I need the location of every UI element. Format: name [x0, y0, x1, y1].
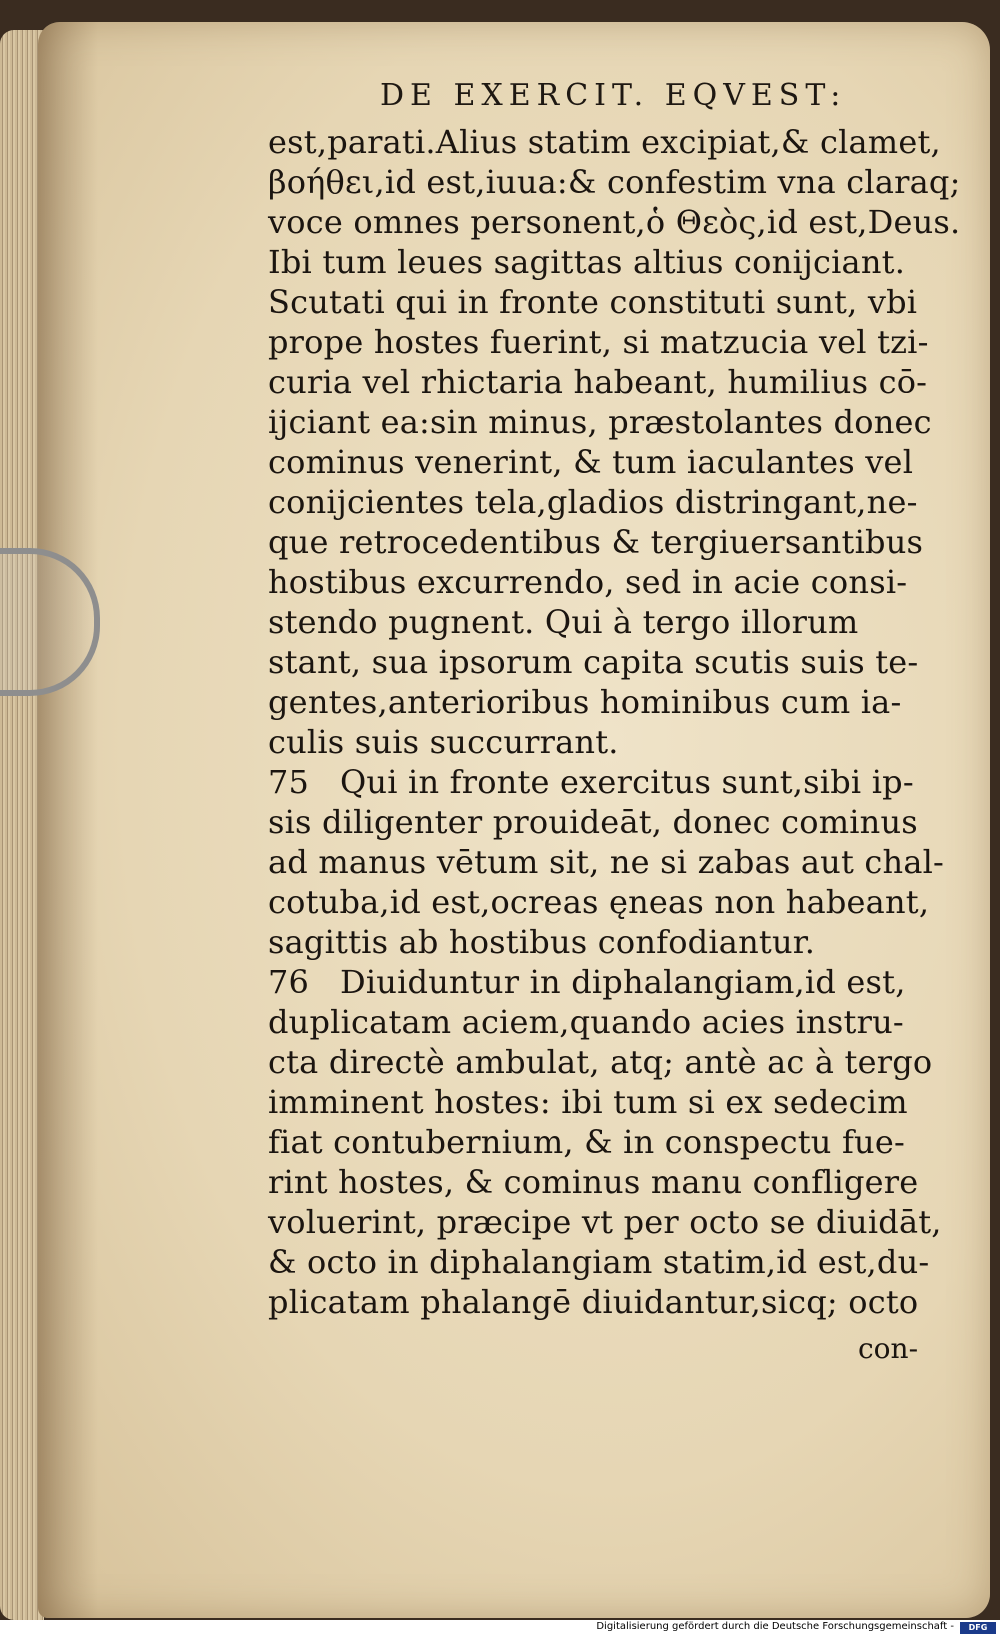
text-line [268, 1122, 948, 1162]
text-line [268, 322, 948, 362]
line-text: ad manus vētum sit, ne si zabas aut chal- [268, 843, 945, 881]
line-text: voce omnes personent,ὁ Θεὸς,id est,Deus. [268, 203, 961, 241]
line-text: que retrocedentibus & tergiuersantibus [268, 523, 924, 561]
line-text: Scutati qui in fronte constituti sunt, vbi [268, 283, 918, 321]
dfg-logo: DFG [960, 1622, 996, 1634]
gutter-shadow [38, 22, 98, 1618]
line-text: sagittis ab hostibus confodiantur. [268, 923, 816, 961]
text-line [268, 922, 948, 962]
line-text: cta directè ambulat, atq; antè ac à tergo [268, 1043, 933, 1081]
text-line [268, 1242, 948, 1282]
line-text: curia vel rhictaria habeant, humilius cō- [268, 363, 928, 401]
text-line [268, 1042, 948, 1082]
line-text: cominus venerint, & tum iaculantes vel [268, 443, 914, 481]
text-line [268, 882, 948, 922]
text-line [268, 722, 948, 762]
text-line [268, 402, 948, 442]
text-line [268, 162, 961, 202]
line-text: hostibus excurrendo, sed in acie consi- [268, 563, 908, 601]
line-text: Diuiduntur in diphalangiam,id est, [340, 963, 906, 1001]
line-text: gentes,anterioribus hominibus cum ia- [268, 683, 902, 721]
text-line [268, 762, 948, 802]
section-number: 75 [268, 763, 310, 801]
text-line [268, 802, 948, 842]
running-head: DE EXERCIT. EQVEST: [380, 78, 847, 113]
text-block [268, 122, 961, 1322]
line-text: & octo in diphalangiam statim,id est,du- [268, 1243, 930, 1281]
text-line [268, 842, 948, 882]
line-text: Qui in fronte exercitus sunt,sibi ip- [340, 763, 914, 801]
line-text: fiat contubernium, & in conspectu fue- [268, 1123, 905, 1161]
catchword: con- [858, 1332, 919, 1365]
text-line [268, 1002, 948, 1042]
text-line [268, 522, 948, 562]
text-line [268, 602, 948, 642]
line-text: ijciant ea:sin minus, præstolantes donec [268, 403, 932, 441]
line-text: est,parati.Alius statim excipiat,& clamet, [268, 123, 941, 161]
section-number: 76 [268, 963, 310, 1001]
text-line [268, 442, 948, 482]
line-text: imminent hostes: ibi tum si ex sedecim [268, 1083, 908, 1121]
text-line [268, 682, 948, 722]
line-text: prope hostes fuerint, si matzucia vel tzi- [268, 323, 929, 361]
footer-bar [0, 1620, 1000, 1636]
text-line [268, 1282, 948, 1322]
line-text: duplicatam aciem,quando acies instru- [268, 1003, 904, 1041]
line-text: rint hostes, & cominus manu confligere [268, 1163, 919, 1201]
text-line [268, 202, 961, 242]
text-line [268, 1082, 948, 1122]
line-text: sis diligenter prouideāt, donec cominus [268, 803, 918, 841]
line-text: voluerint, præcipe vt per octo se diuidāt, [268, 1203, 942, 1241]
text-line [268, 1162, 948, 1202]
text-line [268, 282, 948, 322]
line-text: stant, sua ipsorum capita scutis suis te- [268, 643, 919, 681]
text-line [268, 642, 948, 682]
line-text: plicatam phalangē diuidantur,sicq; octo [268, 1283, 919, 1321]
text-line [268, 482, 948, 522]
text-line [268, 362, 948, 402]
line-text: culis suis succurrant. [268, 723, 619, 761]
line-text: conijcientes tela,gladios distringant,ne- [268, 483, 918, 521]
text-line [268, 1202, 948, 1242]
line-text: cotuba,id est,ocreas ęneas non habeant, [268, 883, 930, 921]
line-text: βοήθει,id est,iuua:& confestim vna claraq; [268, 163, 961, 201]
text-line [268, 962, 948, 1002]
text-line [268, 562, 948, 602]
line-text: Ibi tum leues sagittas altius conijciant. [268, 243, 906, 281]
line-text: stendo pugnent. Qui à tergo illorum [268, 603, 859, 641]
text-line [268, 242, 948, 282]
text-line [268, 122, 948, 162]
footer-credit: Digitalisierung gefördert durch die Deutsche Forschungsgemeinschaft - [596, 1621, 954, 1632]
